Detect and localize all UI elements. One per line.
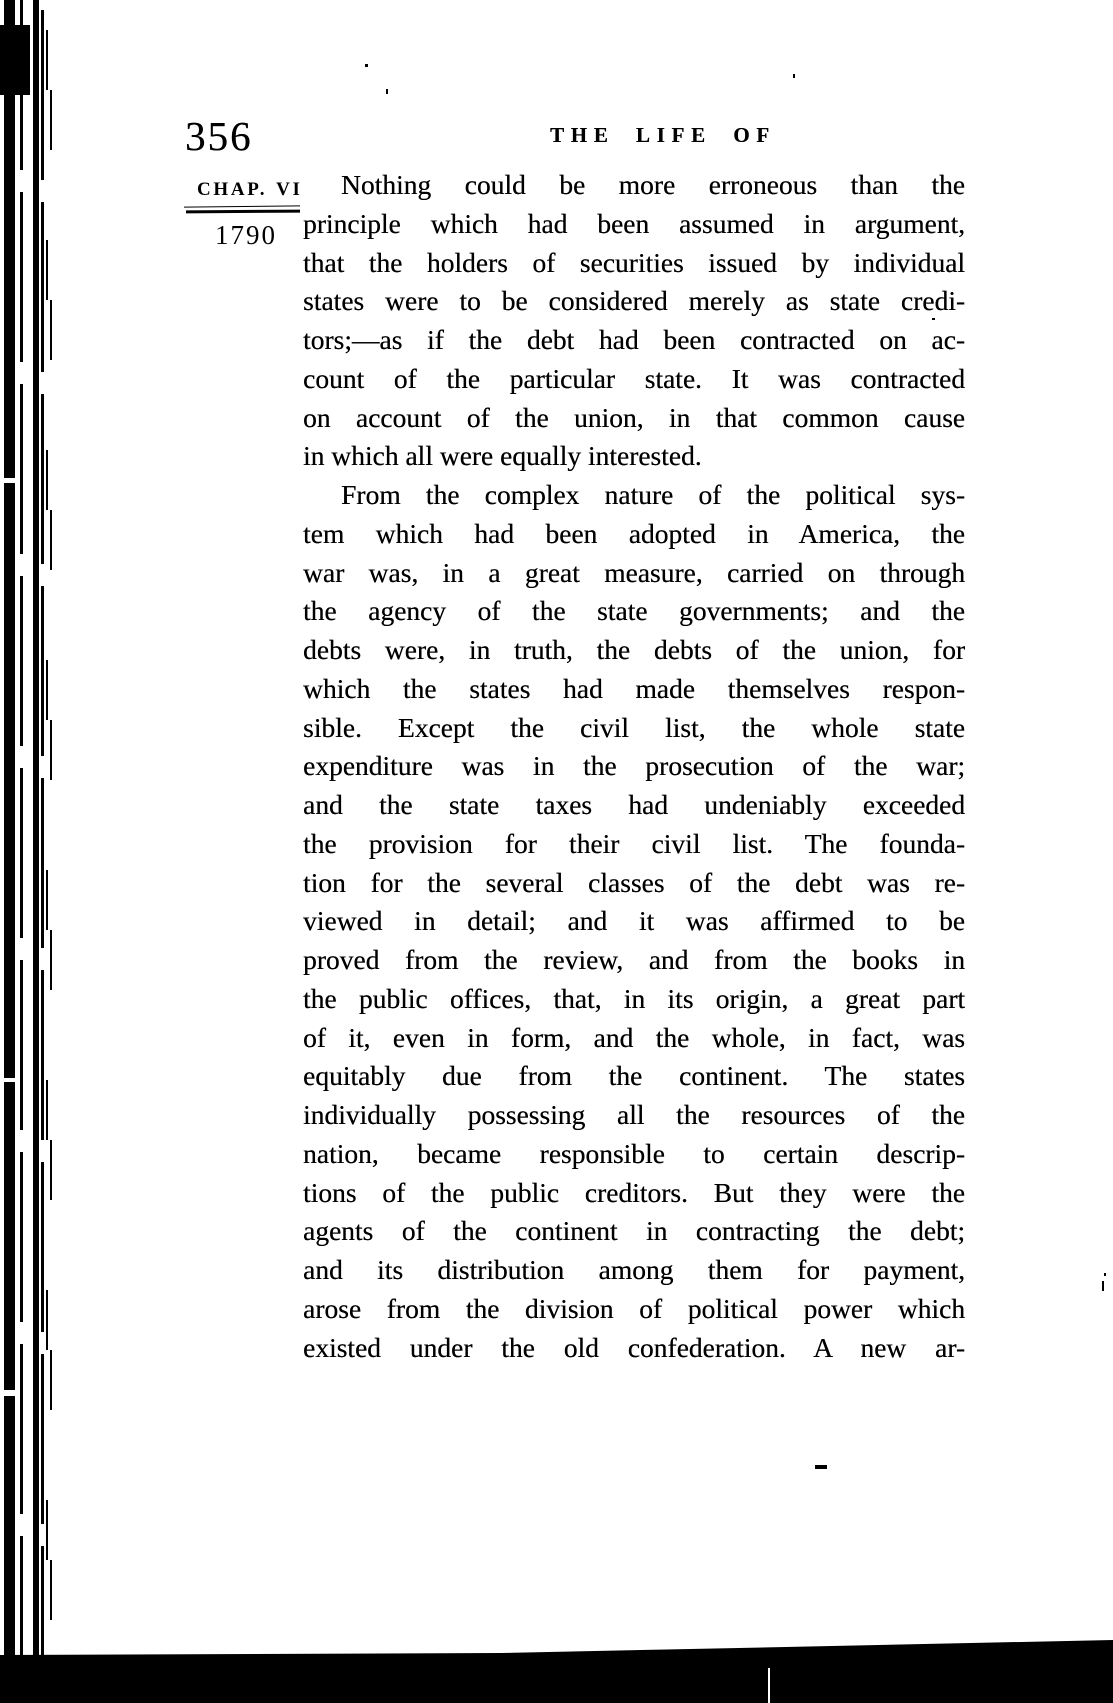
margin-rule xyxy=(186,210,300,214)
text-line: equitably due from the continent. The states xyxy=(303,1060,965,1092)
text-line: arose from the division of political power which xyxy=(303,1292,965,1324)
scan-gap xyxy=(768,1668,770,1703)
scan-speck xyxy=(365,64,368,67)
running-header: THE LIFE OF xyxy=(550,123,776,147)
text-line: Nothing could be more erroneous than the xyxy=(341,169,965,200)
scan-speck xyxy=(1104,1273,1106,1276)
body-text xyxy=(303,166,965,1367)
text-line: and the state taxes had undeniably exceeded xyxy=(303,789,965,820)
text-line: debts were, in truth, the debts of the union, for xyxy=(303,634,965,665)
scan-gap xyxy=(4,1078,15,1082)
scan-speck xyxy=(793,74,795,78)
text-line: states were to be considered merely as state credi- xyxy=(303,285,965,317)
chapter-margin-note: CHAP. VI xyxy=(197,179,303,200)
text-line: on account of the union, in that common cause xyxy=(303,401,965,433)
text-line: the public offices, that, in its origin, a great part xyxy=(303,982,965,1014)
text-line: tion for the several classes of the debt was re- xyxy=(303,866,965,898)
text-line: and its distribution among them for payment, xyxy=(303,1254,965,1285)
scan-speck xyxy=(1102,1281,1104,1291)
text-line: the agency of the state governments; and the xyxy=(303,595,965,627)
text-line: count of the particular state. It was contracted xyxy=(303,362,965,394)
scan-binding-artifact xyxy=(41,10,44,1670)
scan-binding-artifact xyxy=(0,25,30,95)
text-line: in which all were equally interested. xyxy=(303,440,702,472)
text-line: viewed in detail; and it was affirmed to be xyxy=(303,905,965,937)
scan-gap xyxy=(4,1390,15,1396)
text-line: of it, even in form, and the whole, in fact, was xyxy=(303,1021,965,1053)
scan-binding-artifact xyxy=(20,0,23,1660)
scan-speck xyxy=(815,1465,827,1469)
text-line: expenditure was in the prosecution of the war; xyxy=(303,750,965,782)
text-line: individually possessing all the resources of the xyxy=(303,1099,965,1130)
text-line: that the holders of securities issued by individual xyxy=(303,246,965,278)
text-line: nation, became responsible to certain descrip- xyxy=(303,1137,965,1169)
text-line: tem which had been adopted in America, the xyxy=(303,517,965,549)
text-line: principle which had been assumed in argument, xyxy=(303,207,965,239)
page-number: 356 xyxy=(185,113,253,159)
scan-binding-artifact xyxy=(33,0,39,1668)
text-line: From the complex nature of the political sys- xyxy=(341,479,965,510)
text-line: proved from the review, and from the books in xyxy=(303,944,965,975)
text-line: existed under the old confederation. A new ar- xyxy=(303,1331,965,1363)
text-line: tors;—as if the debt had been contracted on ac- xyxy=(303,324,965,355)
scan-binding-artifact xyxy=(46,30,48,1680)
text-line: tions of the public creditors. But they were the xyxy=(303,1176,965,1208)
scan-gap xyxy=(4,478,15,483)
text-line: the provision for their civil list. The founda- xyxy=(303,827,965,859)
text-line: agents of the continent in contracting the debt; xyxy=(303,1215,965,1247)
margin-rule xyxy=(184,205,300,207)
text-line: sible. Except the civil list, the whole state xyxy=(303,711,965,743)
scan-edge-artifact xyxy=(0,1640,1113,1703)
scan-speck xyxy=(386,89,388,94)
text-line: which the states had made themselves respon- xyxy=(303,672,965,704)
text-line: war was, in a great measure, carried on through xyxy=(303,556,965,588)
scan-binding-artifact xyxy=(50,90,52,1680)
scan-binding-artifact xyxy=(4,0,15,1655)
year-margin-note: 1790 xyxy=(215,220,277,250)
